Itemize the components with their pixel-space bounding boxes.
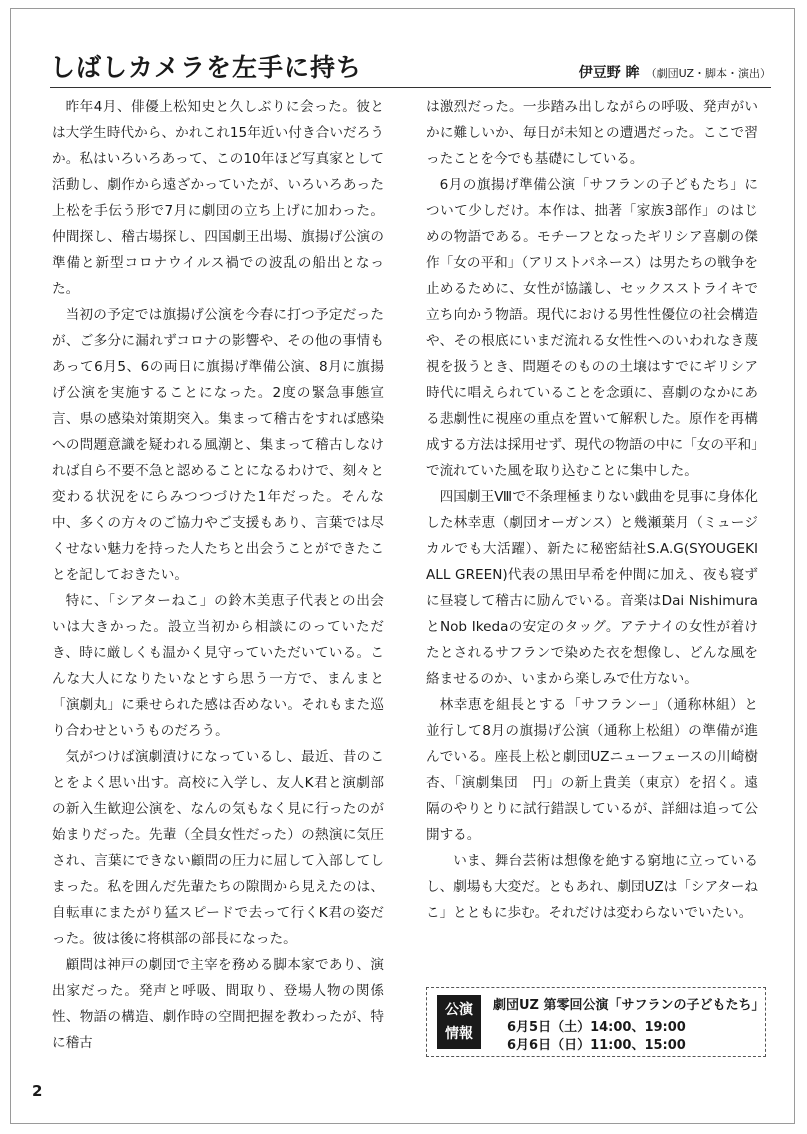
paragraph: 6月の旗揚げ準備公演「サフランの子どもたち」について少しだけ。本作は、拙著「家族3部作」のはじめの物語である。モチーフとなったギリシア喜劇の傑作「女の平和」（アリストパネース）は男たちの戦争を止めるために、女性が協議し、セックスストライキで立ち向かう物語。現代における男性性優位の社会構造や、その根底にいまだ流れる女性性へのいわれなき蔑視を扱うとき、問題そのものの土壌はすでにギリシア時代に唱えられていることを念頭に、喜劇のなかにある悲劇性に視座の重点を置いて解釈した。原作を再構成する方法は採用せず、現代の物語の中に「女の平和」で流れていた風を取り込むことに集中した。 xyxy=(426,177,758,479)
paragraph: 四国劇王Ⅷで不条理極まりない戯曲を見事に身体化した林幸恵（劇団オーガンス）と幾瀬葉月（ミュージカルでも大活躍）、新たに秘密結社S.A.G(SYOUGEKI ALL GREEN)代表の黒田早希を仲間に加え、夜も寝ずに昼寝して稽古に励んでいる。音楽はDai NishimuraとNob Ikedaの安定のタッグ。アテナイの女性が着けたとされるサフランで染めた衣を想像し、どんな風を絡ませるのか、いまから楽しみで仕方ない。 xyxy=(426,489,758,687)
info-label xyxy=(437,995,481,1049)
info-date: 6月6日（日）11:00、15:00 xyxy=(507,1038,686,1053)
article-title: しばしカメラを左手に持ち xyxy=(50,53,363,82)
right-column xyxy=(426,94,758,926)
info-label-line: 公演 xyxy=(445,1002,473,1018)
paragraph: は激烈だった。一歩踏み出しながらの呼吸、発声がいかに難しいか、毎日が未知との遭遇だった。ここで習ったことを今でも基礎にしている。 xyxy=(426,99,758,167)
author-byline xyxy=(579,62,771,82)
info-label-line: 情報 xyxy=(445,1026,473,1042)
paragraph: 特に、「シアターねこ」の鈴木美恵子代表との出会いは大きかった。設立当初から相談にのっていただき、時に厳しくも温かく見守っていただいている。こんな大人になりたいなとすら思う一方で、まんまと「演劇丸」に乗せられた感は否めない。それもまた巡り合わせというものだろう。 xyxy=(52,593,384,739)
paragraph: 当初の予定では旗揚げ公演を今春に打つ予定だったが、ご多分に漏れずコロナの影響や、その他の事情もあって6月5、6の両日に旗揚げ準備公演、8月に旗揚げ公演を実施することになった。2度の緊急事態宣言、県の感染対策期突入。集まって稽古をすれば感染への問題意識を疑われる風潮と、集まって稽古しなければ自ら不要不急と認めることになるわけで、刻々と変わる状況をにらみつつづけた1年だった。そんな中、多くの方々のご協力やご支援もあり、言葉では尽くせない魅力を持った人たちと出会うことができたことを記しておきたい。 xyxy=(52,307,384,583)
performance-info-box xyxy=(426,987,766,1057)
paragraph: 顧問は神戸の劇団で主宰を務める脚本家であり、演出家だった。発声と呼吸、間取り、登場人物の関係性、物語の構造、劇作時の空間把握を教わったが、特に稽古 xyxy=(52,957,384,1051)
author-role: （劇団UZ・脚本・演出） xyxy=(645,67,771,80)
page-number: 2 xyxy=(32,1082,43,1100)
author-name: 伊豆野 眸 xyxy=(578,65,640,81)
paragraph: 気がつけば演劇漬けになっているし、最近、昔のことをよく思い出す。高校に入学し、友人K君と演劇部の新入生歓迎公演を、なんの気もなく見に行ったのが始まりだった。先輩（全員女性だった）の熱演に気圧され、言葉にできない顧問の圧力に屈して入部してしまった。私を囲んだ先輩たちの隙間から見えたのは、自転車にまたがり猛スピードで去って行くK君の姿だった。彼は後に将棋部の部長になった。 xyxy=(52,749,384,947)
paragraph: 林幸恵を組長とする「サフランー」（通称林組）と並行して8月の旗揚げ公演（通称上松組）の準備が進んでいる。座長上松と劇団UZニューフェースの川崎樹杏、「演劇集団 円」の新上貴美（東京）を招く。遠隔のやりとりに試行錯誤しているが、詳細は追って公開する。 xyxy=(426,697,758,843)
paragraph: 昨年4月、俳優上松知史と久しぶりに会った。彼とは大学生時代から、かれこれ15年近い付き合いだろうか。私はいろいろあって、この10年ほど写真家として活動し、劇作から遠ざかっていたが、いろいろあった上松を手伝う形で7月に劇団の立ち上げに加わった。仲間探し、稽古場探し、四国劇王出場、旗揚げ公演の準備と新型コロナウイルス禍での波乱の船出となった。 xyxy=(52,99,384,297)
info-date: 6月5日（土）14:00、19:00 xyxy=(507,1020,686,1035)
paragraph: いま、舞台芸術は想像を絶する窮地に立っているし、劇場も大変だ。ともあれ、劇団UZは「シアターねこ」とともに歩む。それだけは変わらないでいたい。 xyxy=(426,853,758,921)
title-rule xyxy=(50,87,771,88)
left-column xyxy=(52,94,384,1056)
info-title: 劇団UZ 第零回公演「サフランの子どもたち」 xyxy=(493,998,765,1013)
